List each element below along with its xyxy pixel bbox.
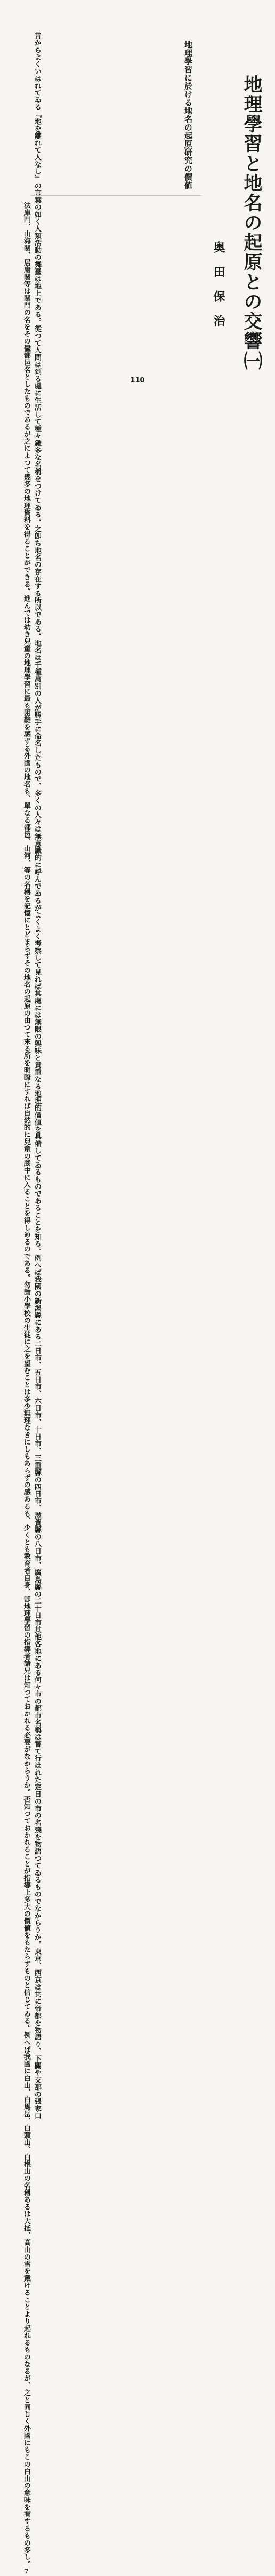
section-subtitle: 地理學習に於ける地名の起原研究の價値 [183, 41, 193, 189]
body-text-lower-column: 法庫門、山海關、居庸關等は關門の名をその儘都邑名としたものであるが之によつて幾多の地理資料を得ることができる。進んでは幼き兒童の地理學習に最も困難を感ずる外國の地名も、單なる都邑、山河、等の名稱を記憶にとどまらずその地名の起原の由つて來る所を明瞭にすれば自然的に兒童の腦中に入ることを得しめるのである。勿論小學校の生徒に之を望むことは多少無理なきにしもあらずの感あるも、少くとも教育者自身、卽地理學習の指導者諸兄は知つておかれる必要がなからうか。否知つておかれることが指導上多大の價値をもたらすものと信じてゐる。例へば我國に白山、白馬岳、白頭山、白根山の名稱あるは大抵、高山の雪を戴けることより起れるものなるが、之と同じく外國にもこの白山の意味を有するもの多し。7 [22, 202, 30, 2576]
page-number: 110 [130, 377, 145, 385]
article-title: 地理學習と地名の起原との交響㈠ [241, 75, 263, 371]
author-name: 奥田保治 [212, 241, 225, 339]
body-text-upper-column: 昔からよくいはれてゐる『地を離れて人なし』の言葉の如く人類活動の舞臺は地上である。從つて人間は到る處に生活して種々雜多な名稱をつけてゐる。之卽ち地名の存在する所以である。地名は千種萬別の人が勝手に命名したもので、多くの人々は無意識的に呼んでゐるがよくよく考察して見れば其處には無限の興味と貴重なる地理的價値を具備してゐるものであることを知る。例へば我國の新潟縣にある二日市、五日市、六日市、十日市、三重縣の四日市、滋賀縣の八日市、廣島縣の二十日市其他各地にある何々市の都市名稱は嘗て行はれた定日の市の名殘を物語つてゐるものでなからうか。東京、西京は共に帝都を物語り、下關や支那の張家口 [33, 32, 41, 2119]
column-divider [31, 195, 201, 196]
